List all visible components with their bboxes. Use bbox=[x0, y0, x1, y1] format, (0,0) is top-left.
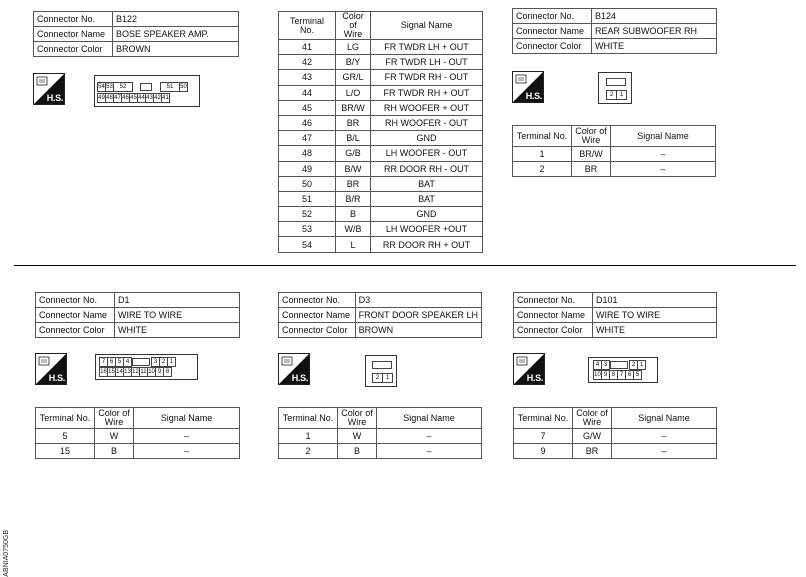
pin-row-bottom bbox=[593, 370, 641, 380]
signal-name: RH WOOFER + OUT bbox=[371, 100, 483, 115]
table-row bbox=[279, 237, 483, 252]
hs-label: H.S. bbox=[526, 373, 543, 383]
terminal-no: 2 bbox=[513, 162, 572, 177]
connector-name: REAR SUBWOOFER RH bbox=[592, 24, 717, 39]
connector-color: BROWN bbox=[355, 323, 481, 338]
wire-color: B bbox=[336, 207, 371, 222]
terminal-no: 51 bbox=[279, 191, 336, 206]
pin: 8 bbox=[163, 367, 172, 377]
pin: 2 bbox=[372, 373, 383, 383]
d3-terminal-table bbox=[278, 407, 482, 459]
pin: 14 bbox=[116, 369, 123, 375]
terminal-no-header: Terminal No. bbox=[279, 408, 338, 429]
signal-name-header: Signal Name bbox=[611, 126, 716, 147]
connector-name-label: Connector Name bbox=[279, 308, 356, 323]
wire-color: B bbox=[338, 444, 377, 459]
terminal-no: 43 bbox=[279, 70, 336, 85]
b122-connector-face bbox=[94, 75, 200, 107]
connector-no-label: Connector No. bbox=[34, 12, 113, 27]
pin-row bbox=[606, 90, 626, 100]
pin: 7 bbox=[99, 357, 108, 367]
wire-color: W bbox=[338, 429, 377, 444]
connector-color: BROWN bbox=[113, 42, 239, 57]
b122-connector-info bbox=[33, 11, 239, 57]
wire-color: G/W bbox=[573, 429, 612, 444]
table-row bbox=[514, 429, 717, 444]
hs-label: H.S. bbox=[46, 93, 63, 103]
connector-name-label: Connector Name bbox=[36, 308, 115, 323]
signal-name: LH WOOFER +OUT bbox=[371, 222, 483, 237]
b122-terminal-table bbox=[278, 11, 483, 253]
table-row bbox=[279, 70, 483, 85]
signal-name: – bbox=[134, 444, 240, 459]
pin: 1 bbox=[167, 357, 176, 367]
signal-name: RR DOOR RH - OUT bbox=[371, 161, 483, 176]
table-row bbox=[279, 146, 483, 161]
d101-connector-face bbox=[588, 357, 658, 383]
signal-name: FR TWDR LH - OUT bbox=[371, 55, 483, 70]
terminal-no: 49 bbox=[279, 161, 336, 176]
wire-color: W/B bbox=[336, 222, 371, 237]
pin: 3 bbox=[601, 360, 610, 370]
d101-connector-info bbox=[513, 292, 717, 338]
signal-name: – bbox=[612, 429, 717, 444]
signal-name-header: Signal Name bbox=[377, 408, 482, 429]
connector-name: WIRE TO WIRE bbox=[593, 308, 717, 323]
signal-name: GND bbox=[371, 131, 483, 146]
table-row bbox=[279, 161, 483, 176]
table-row bbox=[279, 176, 483, 191]
pin: 13 bbox=[124, 369, 131, 375]
pin: 16 bbox=[100, 369, 107, 375]
signal-name: BAT bbox=[371, 176, 483, 191]
pin: 11 bbox=[140, 369, 147, 375]
connector-key bbox=[372, 361, 392, 369]
table-row bbox=[279, 55, 483, 70]
connector-name-label: Connector Name bbox=[34, 27, 113, 42]
terminal-no: 41 bbox=[279, 40, 336, 55]
signal-name: – bbox=[377, 444, 482, 459]
signal-name: LH WOOFER - OUT bbox=[371, 146, 483, 161]
table-row bbox=[279, 222, 483, 237]
wire-color: B/R bbox=[336, 191, 371, 206]
table-row bbox=[279, 207, 483, 222]
pin: 54 bbox=[98, 84, 105, 90]
pin: 3 bbox=[151, 357, 160, 367]
hs-label: H.S. bbox=[291, 373, 308, 383]
terminal-no: 45 bbox=[279, 100, 336, 115]
terminal-no-header: Terminal No. bbox=[514, 408, 573, 429]
d3-connector-info bbox=[278, 292, 482, 338]
connector-no: D3 bbox=[355, 293, 481, 308]
wire-color: B bbox=[95, 444, 134, 459]
pin: 53 bbox=[106, 84, 113, 90]
wire-color: GR/L bbox=[336, 70, 371, 85]
table-row bbox=[36, 444, 240, 459]
pin: 43 bbox=[146, 95, 153, 101]
pin: 10 bbox=[594, 372, 601, 378]
terminal-no: 46 bbox=[279, 115, 336, 130]
wire-color: LG bbox=[336, 40, 371, 55]
signal-name: FR TWDR RH + OUT bbox=[371, 85, 483, 100]
pin: 2 bbox=[629, 360, 638, 370]
harness-side-icon bbox=[512, 71, 544, 103]
wire-color: BR bbox=[336, 176, 371, 191]
pin: 46 bbox=[122, 95, 129, 101]
wire-color: BR bbox=[336, 115, 371, 130]
connector-color-label: Connector Color bbox=[514, 323, 593, 338]
terminal-no: 42 bbox=[279, 55, 336, 70]
wire-color-header: Color of Wire bbox=[572, 126, 611, 147]
signal-name-header: Signal Name bbox=[612, 408, 717, 429]
wire-color: B/Y bbox=[336, 55, 371, 70]
table-row bbox=[279, 191, 483, 206]
connector-no-label: Connector No. bbox=[514, 293, 593, 308]
terminal-no: 52 bbox=[279, 207, 336, 222]
pin: 9 bbox=[155, 367, 164, 377]
signal-name-header: Signal Name bbox=[371, 12, 483, 40]
pin: 4 bbox=[123, 357, 132, 367]
pin: 45 bbox=[130, 95, 137, 101]
wire-color-header: Color of Wire bbox=[573, 408, 612, 429]
terminal-no: 47 bbox=[279, 131, 336, 146]
table-row bbox=[279, 100, 483, 115]
d1-connector-info bbox=[35, 292, 240, 338]
wire-color: L bbox=[336, 237, 371, 252]
signal-name: FR TWDR RH - OUT bbox=[371, 70, 483, 85]
pin: 5 bbox=[115, 357, 124, 367]
pin-row-top bbox=[99, 357, 175, 367]
pin: 2 bbox=[159, 357, 168, 367]
pin: 44 bbox=[138, 95, 145, 101]
pin: 6 bbox=[107, 357, 116, 367]
pin: 42 bbox=[154, 95, 161, 101]
terminal-no: 48 bbox=[279, 146, 336, 161]
table-row bbox=[279, 85, 483, 100]
pin: 7 bbox=[617, 370, 626, 380]
connector-name: FRONT DOOR SPEAKER LH bbox=[355, 308, 481, 323]
pin: 1 bbox=[637, 360, 646, 370]
terminal-no: 1 bbox=[513, 147, 572, 162]
pin: 1 bbox=[616, 90, 627, 100]
table-row bbox=[513, 162, 716, 177]
pin: 5 bbox=[633, 370, 642, 380]
wire-color: B/W bbox=[336, 161, 371, 176]
connector-key bbox=[610, 361, 628, 369]
pin: 48 bbox=[106, 95, 113, 101]
connector-no: B122 bbox=[113, 12, 239, 27]
b124-connector-info bbox=[512, 8, 717, 54]
d1-connector-face bbox=[95, 354, 198, 380]
table-row bbox=[279, 40, 483, 55]
connector-name-label: Connector Name bbox=[514, 308, 593, 323]
signal-name: – bbox=[612, 444, 717, 459]
wire-color: B/L bbox=[336, 131, 371, 146]
terminal-no: 54 bbox=[279, 237, 336, 252]
signal-name: – bbox=[611, 147, 716, 162]
connector-color-label: Connector Color bbox=[279, 323, 356, 338]
terminal-no-header: Terminal No. bbox=[279, 12, 336, 40]
d3-connector-face bbox=[365, 355, 397, 387]
b124-connector-face bbox=[598, 72, 632, 104]
pin-row-top bbox=[593, 360, 645, 370]
reference-code: ABNIA0750GB bbox=[3, 530, 10, 577]
connector-color-label: Connector Color bbox=[513, 39, 592, 54]
connector-color: WHITE bbox=[592, 39, 717, 54]
signal-name: FR TWDR LH + OUT bbox=[371, 40, 483, 55]
table-row bbox=[36, 429, 240, 444]
pin: 8 bbox=[609, 370, 618, 380]
section-divider bbox=[14, 265, 796, 266]
pin: 49 bbox=[98, 95, 105, 101]
wire-color-header: Color of Wire bbox=[338, 408, 377, 429]
connector-no: D1 bbox=[115, 293, 240, 308]
wire-color: G/B bbox=[336, 146, 371, 161]
harness-side-icon bbox=[33, 73, 65, 105]
signal-name: – bbox=[611, 162, 716, 177]
table-row bbox=[513, 147, 716, 162]
terminal-no: 5 bbox=[36, 429, 95, 444]
pin: 9 bbox=[601, 370, 610, 380]
pin-row-top bbox=[97, 82, 187, 92]
pin: 6 bbox=[625, 370, 634, 380]
d1-terminal-table bbox=[35, 407, 240, 459]
connector-name: WIRE TO WIRE bbox=[115, 308, 240, 323]
connector-no: D101 bbox=[593, 293, 717, 308]
pin: 50 bbox=[180, 84, 187, 90]
pin: 1 bbox=[382, 373, 393, 383]
pin: 4 bbox=[593, 360, 602, 370]
signal-name-header: Signal Name bbox=[134, 408, 240, 429]
connector-key bbox=[606, 78, 626, 86]
table-row bbox=[279, 429, 482, 444]
pin-row-bottom bbox=[97, 93, 169, 103]
connector-no-label: Connector No. bbox=[36, 293, 115, 308]
table-row bbox=[514, 444, 717, 459]
pin: 2 bbox=[606, 90, 617, 100]
hs-label: H.S. bbox=[525, 91, 542, 101]
signal-name: BAT bbox=[371, 191, 483, 206]
d101-terminal-table bbox=[513, 407, 717, 459]
terminal-no: 7 bbox=[514, 429, 573, 444]
table-row bbox=[279, 131, 483, 146]
signal-name: GND bbox=[371, 207, 483, 222]
wire-color-header: Color of Wire bbox=[336, 12, 371, 40]
signal-name: RH WOOFER - OUT bbox=[371, 115, 483, 130]
harness-side-icon bbox=[513, 353, 545, 385]
pin-row bbox=[372, 373, 392, 383]
pin: 41 bbox=[162, 95, 169, 101]
terminal-no: 2 bbox=[279, 444, 338, 459]
harness-side-icon bbox=[35, 353, 67, 385]
pin: 10 bbox=[148, 369, 155, 375]
pin: 47 bbox=[114, 95, 121, 101]
wire-color: L/O bbox=[336, 85, 371, 100]
pin: 52 bbox=[113, 82, 133, 92]
connector-color: WHITE bbox=[115, 323, 240, 338]
pin: 51 bbox=[160, 82, 180, 92]
terminal-no: 1 bbox=[279, 429, 338, 444]
harness-side-icon bbox=[278, 353, 310, 385]
connector-no-label: Connector No. bbox=[513, 9, 592, 24]
connector-name-label: Connector Name bbox=[513, 24, 592, 39]
wire-color: BR bbox=[572, 162, 611, 177]
table-row bbox=[279, 444, 482, 459]
terminal-no-header: Terminal No. bbox=[513, 126, 572, 147]
terminal-no: 53 bbox=[279, 222, 336, 237]
pin: 15 bbox=[108, 369, 115, 375]
signal-name: – bbox=[134, 429, 240, 444]
wire-color: BR bbox=[573, 444, 612, 459]
b124-terminal-table bbox=[512, 125, 716, 177]
connector-key bbox=[140, 83, 152, 91]
signal-name: – bbox=[377, 429, 482, 444]
wire-color: BR/W bbox=[572, 147, 611, 162]
pin: 12 bbox=[132, 369, 139, 375]
terminal-no: 44 bbox=[279, 85, 336, 100]
pin-row-bottom bbox=[99, 367, 171, 377]
connector-no-label: Connector No. bbox=[279, 293, 356, 308]
terminal-no: 50 bbox=[279, 176, 336, 191]
table-row bbox=[279, 115, 483, 130]
connector-key bbox=[132, 358, 150, 366]
terminal-no-header: Terminal No. bbox=[36, 408, 95, 429]
terminal-no: 15 bbox=[36, 444, 95, 459]
connector-color-label: Connector Color bbox=[36, 323, 115, 338]
connector-color: WHITE bbox=[593, 323, 717, 338]
wire-color: W bbox=[95, 429, 134, 444]
connector-no: B124 bbox=[592, 9, 717, 24]
connector-color-label: Connector Color bbox=[34, 42, 113, 57]
terminal-no: 9 bbox=[514, 444, 573, 459]
wire-color: BR/W bbox=[336, 100, 371, 115]
connector-name: BOSE SPEAKER AMP. bbox=[113, 27, 239, 42]
wire-color-header: Color of Wire bbox=[95, 408, 134, 429]
signal-name: RR DOOR RH + OUT bbox=[371, 237, 483, 252]
hs-label: H.S. bbox=[48, 373, 65, 383]
